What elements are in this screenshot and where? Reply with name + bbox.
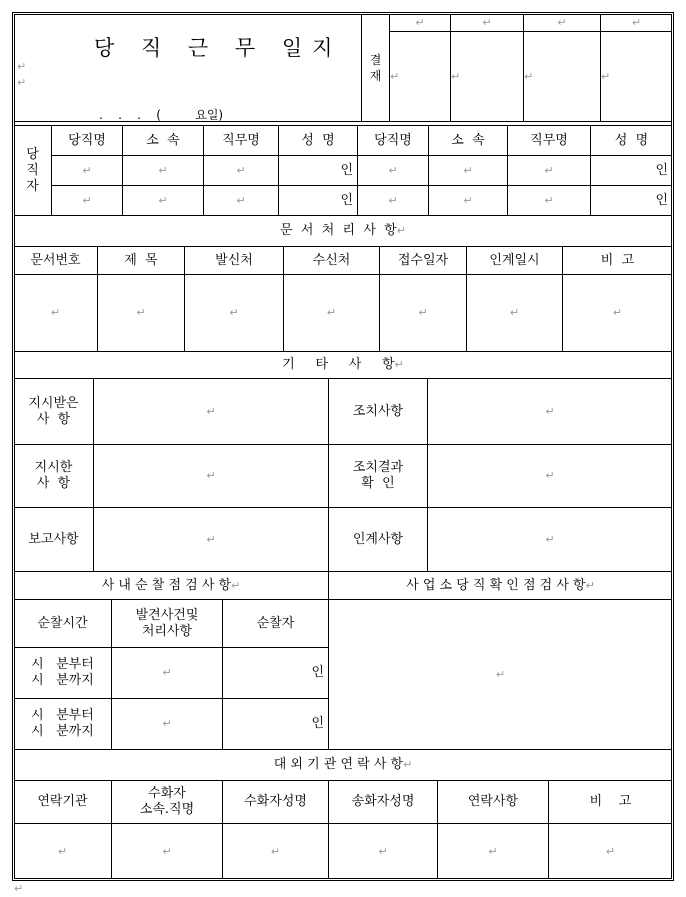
duty-cell[interactable]: ↵: [429, 156, 508, 186]
other-label: 조치사항: [329, 379, 428, 445]
other-section-title: 기 타 사 항 ↵: [14, 352, 672, 379]
seal-mark: 인: [340, 162, 353, 178]
approval-slot[interactable]: ↵: [524, 32, 601, 122]
other-label: 지시받은 사 항: [14, 379, 94, 445]
paragraph-mark: ↵: [17, 76, 27, 89]
duty-cell[interactable]: ↵: [508, 186, 591, 216]
ext-col-header: 수화자성명: [223, 781, 329, 824]
ext-col-header: 연락기관: [14, 781, 112, 824]
ext-col-header: 연락사항: [438, 781, 549, 824]
doc-col-header: 발신처: [185, 247, 284, 275]
other-value-cell[interactable]: ↵: [94, 508, 329, 572]
approval-slot[interactable]: ↵: [601, 32, 672, 122]
other-label: 조치결과 확 인: [329, 445, 428, 508]
date-line: . . . ( 요일): [99, 108, 224, 122]
patrol-col-header: 발견사건및 처리사항: [112, 600, 223, 648]
doc-col-header: 문서번호: [14, 247, 98, 275]
doc-cell[interactable]: ↵: [185, 275, 284, 352]
patrol-time-cell[interactable]: 시 분부터 시 분까지: [14, 648, 112, 699]
ext-cell[interactable]: ↵: [14, 824, 112, 879]
ext-cell[interactable]: ↵: [329, 824, 438, 879]
doc-cell[interactable]: ↵: [563, 275, 672, 352]
ext-cell[interactable]: ↵: [112, 824, 223, 879]
doc-col-header: 인계일시: [467, 247, 563, 275]
patrol-seal-cell[interactable]: [223, 699, 329, 750]
site-check-section-title: 사 업 소 당 직 확 인 점 검 사 항 ↵: [329, 572, 672, 600]
duty-cell[interactable]: ↵: [429, 186, 508, 216]
patrol-col-header: 순찰시간: [14, 600, 112, 648]
seal-mark: 인: [340, 192, 353, 208]
duty-col-header: 직무명: [204, 126, 279, 156]
other-value-cell[interactable]: ↵: [428, 379, 672, 445]
ext-cell[interactable]: ↵: [605, 844, 616, 858]
paragraph-mark: ↵: [17, 60, 27, 73]
duty-cell[interactable]: ↵: [52, 186, 123, 216]
other-value-cell[interactable]: ↵: [428, 445, 672, 508]
duty-side-label: 당 직 자: [14, 126, 52, 216]
approval-slot-header: ↵: [390, 14, 451, 32]
approval-label: 결 재: [362, 14, 390, 122]
other-label: 인계사항: [329, 508, 428, 572]
seal-mark: 인: [655, 192, 668, 208]
documents-section-title: 문 서 처 리 사 항 ↵: [14, 216, 672, 247]
doc-cell[interactable]: ↵: [467, 275, 563, 352]
duty-col-header: 성 명: [591, 126, 672, 156]
duty-seal-cell[interactable]: [591, 156, 672, 186]
ext-col-header: 송화자성명: [329, 781, 438, 824]
doc-cell[interactable]: ↵: [380, 275, 467, 352]
duty-cell[interactable]: ↵: [358, 156, 429, 186]
doc-col-header: 접수일자: [380, 247, 467, 275]
approval-slot-header: ↵: [451, 14, 524, 32]
ext-cell[interactable]: ↵: [438, 824, 549, 879]
duty-cell[interactable]: ↵: [204, 156, 279, 186]
duty-cell[interactable]: ↵: [52, 156, 123, 186]
paragraph-mark: ↵: [14, 882, 24, 895]
duty-seal-cell[interactable]: [279, 186, 358, 216]
document-title: 당 직 근 무 일지: [94, 36, 343, 60]
duty-cell[interactable]: ↵: [508, 156, 591, 186]
doc-cell[interactable]: ↵: [98, 275, 185, 352]
site-check-cell[interactable]: ↵: [329, 600, 672, 750]
other-label: 보고사항: [14, 508, 94, 572]
patrol-col-header: 순찰자: [223, 600, 329, 648]
title-area: [14, 14, 362, 122]
seal-mark: 인: [311, 716, 324, 731]
other-value-cell[interactable]: ↵: [94, 379, 329, 445]
doc-col-header: 수신처: [284, 247, 380, 275]
duty-cell[interactable]: ↵: [204, 186, 279, 216]
duty-col-header: 성 명: [279, 126, 358, 156]
patrol-seal-cell[interactable]: [223, 648, 329, 699]
other-value-cell[interactable]: ↵: [94, 445, 329, 508]
seal-mark: 인: [311, 665, 324, 680]
doc-col-header: 비 고: [563, 247, 672, 275]
duty-col-header: 소 속: [429, 126, 508, 156]
approval-slot-header: ↵: [601, 14, 672, 32]
approval-slot-header: ↵: [524, 14, 601, 32]
duty-col-header: 당직명: [52, 126, 123, 156]
doc-col-header: 제 목: [98, 247, 185, 275]
other-label: 지시한 사 항: [14, 445, 94, 508]
patrol-time-cell[interactable]: 시 분부터 시 분까지: [14, 699, 112, 750]
duty-cell[interactable]: ↵: [123, 156, 204, 186]
duty-seal-cell[interactable]: [279, 156, 358, 186]
seal-mark: 인: [655, 162, 668, 178]
doc-cell[interactable]: ↵: [14, 275, 98, 352]
duty-cell[interactable]: ↵: [123, 186, 204, 216]
approval-slot[interactable]: ↵: [451, 32, 524, 122]
duty-col-header: 직무명: [508, 126, 591, 156]
external-section-title: 대 외 기 관 연 락 사 항 ↵: [14, 750, 672, 781]
other-value-cell[interactable]: ↵: [428, 508, 672, 572]
patrol-cell[interactable]: ↵: [112, 648, 223, 699]
patrol-cell[interactable]: ↵: [112, 699, 223, 750]
approval-slot[interactable]: ↵: [390, 32, 451, 122]
duty-seal-cell[interactable]: [591, 186, 672, 216]
duty-col-header: 당직명: [358, 126, 429, 156]
duty-col-header: 소 속: [123, 126, 204, 156]
ext-cell[interactable]: ↵: [223, 824, 329, 879]
ext-col-header: 비 고: [549, 781, 672, 824]
patrol-section-title: 사 내 순 찰 점 검 사 항 ↵: [14, 572, 329, 600]
ext-col-header: 수화자 소속.직명: [112, 781, 223, 824]
doc-cell[interactable]: ↵: [284, 275, 380, 352]
duty-cell[interactable]: ↵: [358, 186, 429, 216]
